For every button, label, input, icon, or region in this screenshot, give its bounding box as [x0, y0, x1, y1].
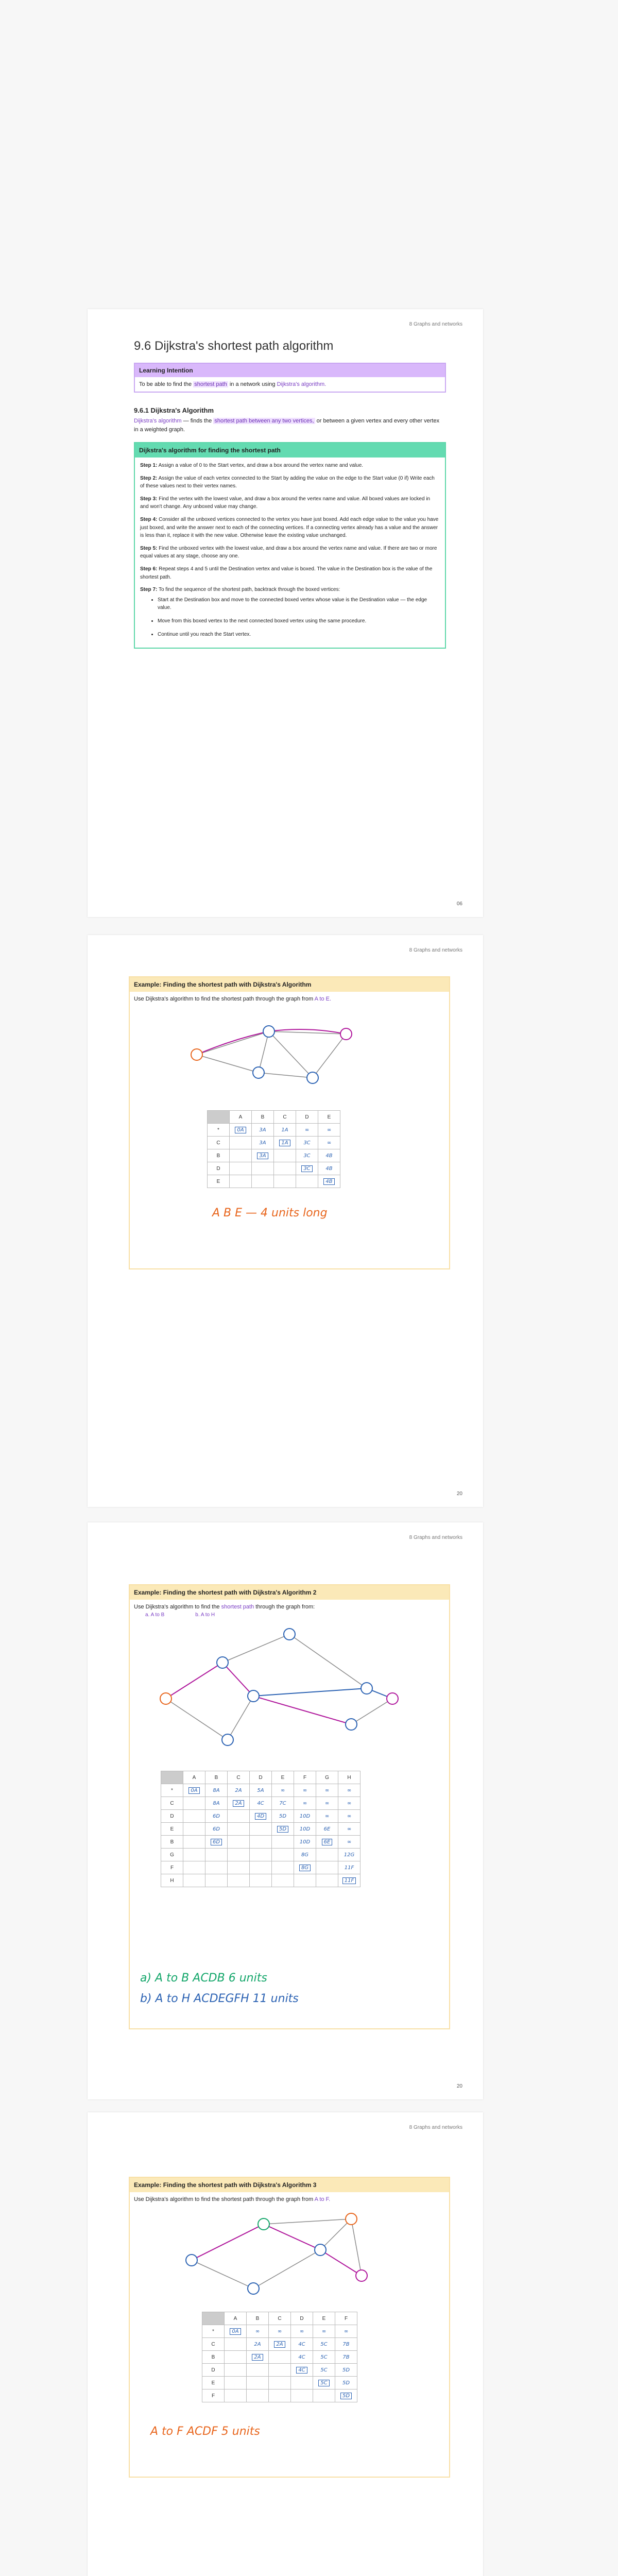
step-2: Step 2: Assign the value of each vertex connected to the Start by adding the value on the edge to the Start value (0 if) Write each of these values next to their vertex names. — [140, 475, 435, 489]
dijkstra-table: A B C D E F * 0A ∞ ∞ ∞ ∞ ∞ C 2A 2A 4C 5C 7B B 2A 4C 5C 7B D 4C 5C 5D E 5C 5D F 5D — [202, 2312, 357, 2402]
example-box — [129, 976, 450, 1269]
table-row: C 3A 1A 3C ∞ — [208, 1137, 340, 1149]
example-title: Example: Finding the shortest path with Dijkstra's Algorithm 2 — [130, 1585, 449, 1600]
answer-b: b) A to H ACDEGFH 11 units — [140, 1992, 299, 2005]
section-link[interactable]: Dijkstra's algorithm — [134, 418, 182, 424]
learning-intention-text: To be able to find the shortest path in a network using Dijkstra's algorithm. — [139, 381, 327, 387]
graph-diagram — [150, 1621, 418, 1760]
running-header: 8 Graphs and networks — [409, 947, 462, 953]
page-4 — [88, 2112, 483, 2576]
answer-a: a) A to B ACDB 6 units — [140, 1972, 267, 1985]
page-2 — [88, 935, 483, 1507]
dijkstra-table: A B C D E F G H * 0A 8A 2A 5A ∞ ∞ ∞ ∞ C 8A 2A 4C 7C ∞ ∞ ∞ D 6D 4D 5D 10D ∞ ∞ E 6D 5D 10D 6E ∞ B 6D 10D 6E ∞ G 8G 12G F 8G 11F H 11F — [161, 1771, 360, 1887]
table-row: D 6D 4D 5D 10D ∞ ∞ — [161, 1810, 360, 1823]
table-row: F 5D — [202, 2389, 357, 2402]
table-row: E 6D 5D 10D 6E ∞ — [161, 1823, 360, 1836]
section-heading: 9.6.1 Dijkstra's Algorithm — [134, 406, 214, 414]
graph-diagram — [181, 1003, 387, 1101]
learning-intention-title: Learning Intention — [135, 364, 445, 377]
learning-intention-box — [134, 363, 446, 393]
page-1 — [88, 309, 483, 917]
example-title: Example: Finding the shortest path with Dijkstra's Algorithm — [130, 977, 449, 992]
algorithm-title: Dijkstra's algorithm for finding the shortest path — [135, 443, 445, 457]
dijkstra-link[interactable]: Dijkstra's algorithm. — [277, 381, 327, 387]
example-question: Use Dijkstra's algorithm to find the shortest path through the graph from A to E. — [134, 996, 332, 1002]
table-corner — [208, 1111, 230, 1124]
answer-text: A to F ACDF 5 units — [150, 2425, 260, 2438]
table-row: C 8A 2A 4C 7C ∞ ∞ ∞ — [161, 1797, 360, 1810]
running-header: 8 Graphs and networks — [409, 2125, 462, 2130]
page-number: 20 — [456, 2083, 462, 2089]
list-item: • Continue until you reach the Start vertex. — [158, 631, 440, 639]
dijkstra-table: A B C D E * 0A 3A 1A ∞ ∞ C 3A 1A 3C ∞ B 3A 3C 4B D 3C 4B E 4B — [207, 1110, 340, 1188]
table-row: B 3A 3C 4B — [208, 1149, 340, 1162]
example-box — [129, 2177, 450, 2478]
page-number: 20 — [456, 1491, 462, 1497]
running-header: 8 Graphs and networks — [409, 321, 462, 327]
algorithm-box — [134, 442, 446, 649]
page-number: 06 — [456, 901, 462, 907]
table-row: F 8G 11F — [161, 1861, 360, 1874]
example-title: Example: Finding the shortest path with Dijkstra's Algorithm 3 — [130, 2178, 449, 2192]
example-question: Use Dijkstra's algorithm to find the shortest path through the graph from A to F. — [134, 2196, 331, 2202]
table-row: * 0A 8A 2A 5A ∞ ∞ ∞ ∞ — [161, 1784, 360, 1797]
step-1: Step 1: Assign a value of 0 to the Start vertex, and draw a box around the vertex name and value. — [140, 463, 364, 468]
table-row: * 0A 3A 1A ∞ ∞ — [208, 1124, 340, 1137]
step-4: Step 4: Consider all the unboxed vertices connected to the vertex you have just boxed. Add each edge value to the value you have just boxed, and write the answer next to each of the connecting vertices. If a connecting vertex already has a value and the answer is less than it, replace it with the new value. Otherwise leave the existing value unchanged. — [140, 516, 439, 539]
example-options: a. A to B b. A to H — [145, 1612, 215, 1618]
algorithm-steps — [135, 457, 445, 648]
table-row: D 4C 5C 5D — [202, 2364, 357, 2377]
step-6: Step 6: Repeat steps 4 and 5 until the Destination vertex and value is boxed. The value in the Destination box is the value of the shortest path. — [140, 566, 433, 580]
table-row: C 2A 2A 4C 5C 7B — [202, 2338, 357, 2351]
section-intro: 9.6.1 Dijkstra's Algorithm Dijkstra's algorithm — finds the shortest path between any two vertices, or between a given vertex and every other vertex in a weighted graph. — [134, 406, 443, 434]
example-box — [129, 1584, 450, 2029]
step-5: Step 5: Find the unboxed vertex with the lowest value, and draw a box around the vertex name and value. If there are two or more equal values at any stage, choose any one. — [140, 545, 437, 560]
example-question: Use Dijkstra's algorithm to find the shortest path through the graph from: — [134, 1604, 315, 1610]
table-row: E 5C 5D — [202, 2377, 357, 2389]
table-row: B 2A 4C 5C 7B — [202, 2351, 357, 2364]
table-row: D 3C 4B — [208, 1162, 340, 1175]
running-header: 8 Graphs and networks — [409, 1535, 462, 1540]
graph-diagram — [171, 2204, 408, 2307]
backtrack-list — [140, 596, 440, 638]
table-row: E 4B — [208, 1175, 340, 1188]
table-row: H 11F — [161, 1874, 360, 1887]
answer-text: A B E — 4 units long — [212, 1207, 328, 1219]
page-3 — [88, 1522, 483, 2099]
table-row: * 0A ∞ ∞ ∞ ∞ ∞ — [202, 2325, 357, 2338]
page-title: 9.6 Dijkstra's shortest path algorithm — [134, 339, 334, 353]
step-7: Step 7: To find the sequence of the shortest path, backtrack through the boxed vertices: — [140, 587, 340, 593]
list-item: • Start at the Destination box and move to the connected boxed vertex whose value is the Destination value — the edge value. — [158, 596, 440, 612]
step-3: Step 3: Find the vertex with the lowest value, and draw a box around the vertex name and value. All boxed values are locked in and won't change. Any unboxed value may change. — [140, 496, 431, 510]
table-row: G 8G 12G — [161, 1849, 360, 1861]
list-item: • Move from this boxed vertex to the next connected boxed vertex using the same procedure. — [158, 617, 440, 625]
table-row: B 6D 10D 6E ∞ — [161, 1836, 360, 1849]
